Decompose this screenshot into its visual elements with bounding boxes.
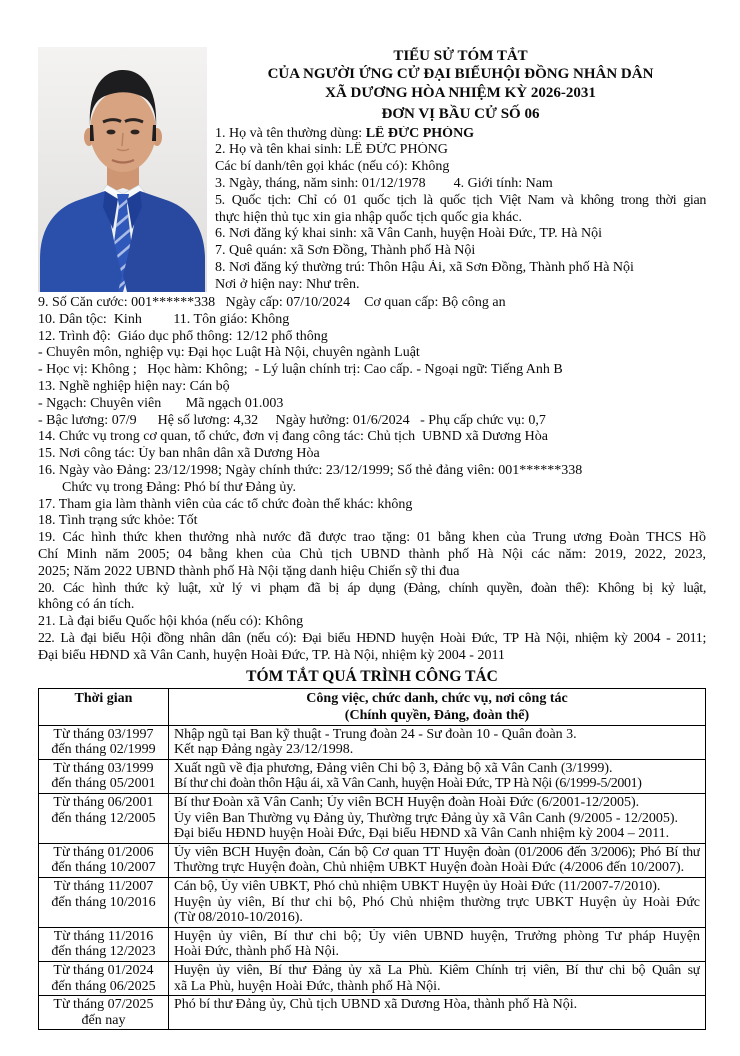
field-nationality-cont: thực hiện thủ tục xin gia nhập quốc tịch quốc gia khác. (215, 209, 522, 225)
title-line-2: CỦA NGƯỜI ỨNG CỬ ĐẠI BIỂUHỘI ĐỒNG NHÂN DÂN (267, 66, 654, 83)
field-discipline-2: không có án tích. (38, 597, 135, 613)
work-cell: Huyện ủy viên, Bí thư Đảng ủy xã La Phù. Kiêm Chính trị viên, Bí thư chi bộ Quân sự xã La Phù, huyện Hoài Đức, thành phố Hà Nội. (169, 961, 706, 995)
candidate-photo (38, 47, 207, 292)
column-header-work (169, 688, 706, 725)
table-row (39, 725, 706, 759)
top-section (215, 47, 706, 294)
field-awards-2: Chí Minh năm 2005; 04 bằng khen của Chủ tịch UBND thành phố Hà Nội các năm: 2019, 2022, 2023, (38, 547, 706, 563)
column-header-work-line1: Công việc, chức danh, chức vụ, nơi công tác (306, 690, 568, 706)
field-rank: - Ngạch: Chuyên viên Mã ngạch 01.003 (38, 395, 284, 411)
table-row (39, 793, 706, 843)
field-current-residence: Nơi ở hiện nay: Như trên. (215, 276, 360, 292)
field-position: 14. Chức vụ trong cơ quan, tổ chức, đơn vị đang công tác: Chủ tịch UBND xã Dương Hòa (38, 429, 548, 445)
time-cell: Từ tháng 07/2025 đến nay (39, 996, 169, 1030)
field-salary: - Bậc lương: 07/9 Hệ số lương: 4,32 Ngày hưởng: 01/6/2024 - Phụ cấp chức vụ: 0,7 (38, 412, 546, 428)
field-awards-3: 2025; Năm 2022 UBND thành phố Hà Nội tặng danh hiệu Chiến sỹ thi đua (38, 563, 460, 579)
field-organizations: 17. Tham gia làm thành viên của các tổ chức đoàn thể khác: không (38, 496, 413, 512)
table-header-row (39, 688, 706, 725)
field-national-assembly: 21. Là đại biểu Quốc hội khóa (nếu có): Không (38, 614, 304, 630)
title-line-1: TIỂU SỬ TÓM TẮT (393, 48, 528, 64)
career-table-title: TÓM TẮT QUÁ TRÌNH CÔNG TÁC (246, 667, 498, 685)
main-section (38, 295, 706, 665)
field-awards-1: 19. Các hình thức khen thưởng nhà nước đã được trao tặng: 01 bằng khen của Trung ương Đoàn THCS Hồ (38, 530, 706, 546)
portrait-svg (38, 47, 207, 292)
table-row (39, 759, 706, 793)
field-ethnicity-religion: 10. Dân tộc: Kinh 11. Tôn giáo: Không (38, 311, 290, 327)
time-cell: Từ tháng 01/2024 đến tháng 06/2025 (39, 961, 169, 995)
field-profession: - Chuyên môn, nghiệp vụ: Đại học Luật Hà Nội, chuyên ngành Luật (38, 345, 420, 361)
field-workplace: 15. Nơi công tác: Ủy ban nhân dân xã Dương Hòa (38, 446, 320, 462)
work-cell: Ủy viên BCH Huyện đoàn, Cán bộ Cơ quan TT Huyện đoàn (01/2006 đến 3/2006); Phó Bí thư Thường trực Huyện đoàn, Chủ nhiệm UBKT Huyện đoàn Hoài Đức (4/2006 đến 10/2007). (169, 843, 706, 877)
table-row (39, 961, 706, 995)
work-cell: Xuất ngũ về địa phương, Đảng viên Chi bộ 3, Đảng bộ xã Vân Canh (3/1999). Bí thư chi đoàn thôn Hậu ái, xã Vân Canh, huyện Hoài Đức, TP Hà Nội (6/1999-5/2001) (169, 759, 706, 793)
field-common-name (215, 126, 706, 143)
time-cell: Từ tháng 01/2006 đến tháng 10/2007 (39, 843, 169, 877)
title-line-3: XÃ DƯƠNG HÒA NHIỆM KỲ 2026-2031 (325, 84, 596, 101)
field-degrees: - Học vị: Không ; Học hàm: Không; - Lý luận chính trị: Cao cấp. - Ngoại ngữ: Tiếng Anh B (38, 362, 563, 378)
field-dob-gender: 3. Ngày, tháng, năm sinh: 01/12/1978 4. Giới tính: Nam (215, 176, 553, 191)
field-birth-name: 2. Họ và tên khai sinh: LÊ ĐỨC PHÓNG (215, 142, 448, 158)
title-line-4: ĐƠN VỊ BẦU CỬ SỐ 06 (381, 105, 540, 122)
table-row (39, 843, 706, 877)
field-council-member-1: 22. Là đại biểu Hội đồng nhân dân (nếu có): Đại biểu HĐND huyện Hoài Đức, TP Hà Nội, nhiệm kỳ 2004 - 2011; (38, 631, 706, 647)
field-birth-registration: 6. Nơi đăng ký khai sinh: xã Vân Canh, huyện Hoài Đức, TP. Hà Nội (215, 226, 602, 242)
field-party-date: 16. Ngày vào Đảng: 23/12/1998; Ngày chính thức: 23/12/1999; Số thẻ đảng viên: 001******338 (38, 463, 583, 479)
work-cell: Phó bí thư Đảng ủy, Chủ tịch UBND xã Dương Hòa, thành phố Hà Nội. (169, 996, 706, 1030)
column-header-work-line2: (Chính quyền, Đảng, đoàn thể) (344, 707, 530, 723)
field-hometown: 7. Quê quán: xã Sơn Đồng, Thành phố Hà Nội (215, 243, 476, 259)
career-table (38, 688, 706, 1031)
column-header-time: Thời gian (39, 688, 169, 725)
field-id-card: 9. Số Căn cước: 001******338 Ngày cấp: 07/10/2024 Cơ quan cấp: Bộ công an (38, 295, 506, 311)
field-discipline-1: 20. Các hình thức kỷ luật, xử lý vi phạm đã bị áp dụng (Đảng, chính quyền, đoàn thể): Không bị kỷ luật, (38, 580, 706, 596)
table-row (39, 996, 706, 1030)
field-occupation: 13. Nghề nghiệp hiện nay: Cán bộ (38, 379, 230, 395)
time-cell: Từ tháng 11/2007 đến tháng 10/2016 (39, 877, 169, 927)
field-health: 18. Tình trạng sức khỏe: Tốt (38, 513, 198, 529)
work-cell: Huyện ủy viên, Bí thư chi bộ; Ủy viên UBND huyện, Trưởng phòng Tư pháp Huyện Hoài Đức, thành phố Hà Nội. (169, 927, 706, 961)
field-permanent-residence: 8. Nơi đăng ký thường trú: Thôn Hậu Ái, xã Sơn Đồng, Thành phố Hà Nội (215, 259, 634, 275)
time-cell: Từ tháng 03/1999 đến tháng 05/2001 (39, 759, 169, 793)
work-cell: Cán bộ, Ủy viên UBKT, Phó chủ nhiệm UBKT Huyện ủy Hoài Đức (11/2007-7/2010). Huyện ủy viên, Bí thư chi bộ, Phó Chủ nhiệm thường trực UBKT Huyện ủy Hoài Đức (Từ 08/2010-10/2016). (169, 877, 706, 927)
field-nationality: 5. Quốc tịch: Chỉ có 01 quốc tịch là quốc tịch Việt Nam và không trong thời gian (215, 192, 706, 208)
field-education: 12. Trình độ: Giáo dục phổ thông: 12/12 phổ thông (38, 328, 328, 344)
work-cell: Bí thư Đoàn xã Vân Canh; Ủy viên BCH Huyện đoàn Hoài Đức (6/2001-12/2005). Ủy viên Ban Thường vụ Đảng ủy, Thường trực Đảng ủy xã Vân Canh (9/2005 - 12/2005). Đại biểu HĐND huyện Hoài Đức, Đại biểu HĐND xã Vân Canh nhiệm kỳ 2004 – 2011. (169, 793, 706, 843)
candidate-name: LÊ ĐỨC PHÓNG (365, 125, 475, 141)
field-council-member-2: Đại biểu HĐND xã Vân Canh, huyện Hoài Đức, TP. Hà Nội, nhiệm kỳ 2004 - 2011 (38, 647, 505, 663)
table-row (39, 927, 706, 961)
work-cell: Nhập ngũ tại Ban kỹ thuật - Trung đoàn 24 - Sư đoàn 10 - Quân đoàn 3. Kết nạp Đảng ngày 23/12/1998. (169, 725, 706, 759)
field-party-position: Chức vụ trong Đảng: Phó bí thư Đảng ủy. (62, 479, 296, 495)
time-cell: Từ tháng 11/2016 đến tháng 12/2023 (39, 927, 169, 961)
table-row (39, 877, 706, 927)
field-label: 1. Họ và tên thường dùng: (215, 125, 366, 141)
field-aliases: Các bí danh/tên gọi khác (nếu có): Không (215, 159, 450, 175)
time-cell: Từ tháng 03/1997 đến tháng 02/1999 (39, 725, 169, 759)
time-cell: Từ tháng 06/2001 đến tháng 12/2005 (39, 793, 169, 843)
